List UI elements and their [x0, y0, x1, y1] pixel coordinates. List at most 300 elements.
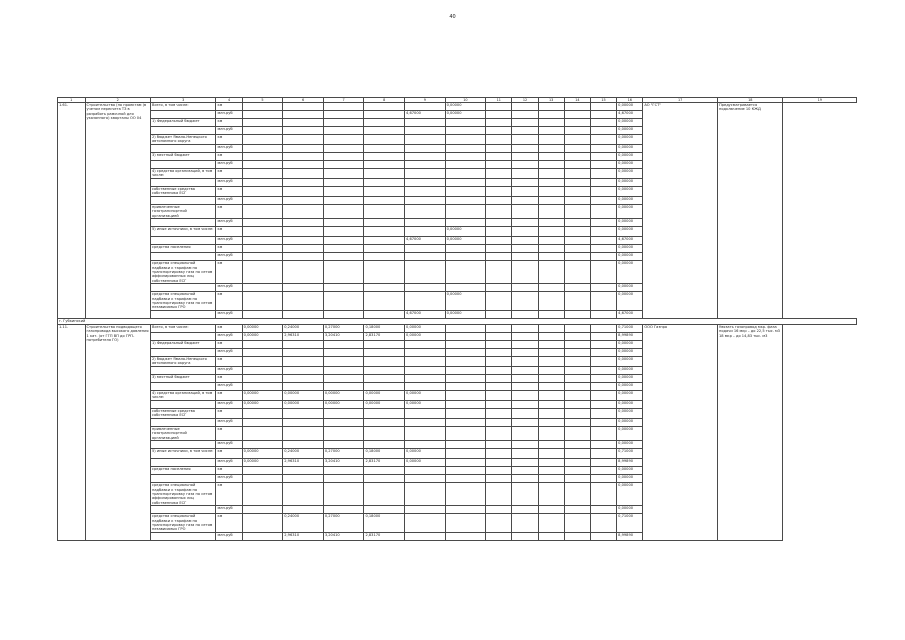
value-cell	[364, 374, 405, 382]
value-cell	[242, 382, 283, 390]
funding-source: 5) иные источники, в том числе:	[150, 449, 215, 459]
value-cell	[445, 390, 486, 400]
value-cell	[564, 253, 590, 261]
value-cell: 0,00000	[617, 103, 643, 111]
value-cell: 0,00000	[617, 253, 643, 261]
value-cell	[242, 475, 283, 483]
value-cell: 0,00000	[617, 441, 643, 449]
value-cell	[590, 237, 616, 245]
value-cell	[590, 426, 616, 440]
value-cell	[323, 467, 364, 475]
value-cell	[590, 400, 616, 408]
value-cell	[538, 187, 564, 197]
value-cell: 0,00000	[617, 382, 643, 390]
value-cell	[590, 475, 616, 483]
value-cell	[512, 197, 538, 205]
value-cell	[486, 400, 512, 408]
value-cell	[486, 449, 512, 459]
value-cell	[564, 284, 590, 292]
value-cell	[445, 205, 486, 219]
column-number: 4	[216, 98, 242, 103]
value-cell	[323, 179, 364, 187]
value-cell	[538, 284, 564, 292]
value-cell	[445, 284, 486, 292]
value-cell	[445, 324, 486, 332]
value-cell	[538, 197, 564, 205]
value-cell	[405, 506, 446, 514]
value-cell	[486, 382, 512, 390]
column-number: 14	[564, 98, 590, 103]
column-number: 8	[364, 98, 405, 103]
value-cell	[405, 103, 446, 111]
value-cell: 0,00000	[617, 374, 643, 382]
value-cell	[283, 127, 324, 135]
value-cell	[364, 310, 405, 318]
value-cell	[590, 356, 616, 366]
column-number: 6	[283, 98, 324, 103]
value-cell	[283, 310, 324, 318]
value-cell	[445, 197, 486, 205]
value-cell: 2,83170	[364, 532, 405, 540]
value-cell	[283, 475, 324, 483]
value-cell	[590, 153, 616, 161]
value-cell	[323, 366, 364, 374]
value-cell	[486, 408, 512, 418]
value-cell	[283, 179, 324, 187]
funding-source: привлеченные газотранспортной организацией	[150, 426, 215, 440]
value-cell	[486, 119, 512, 127]
value-cell	[590, 253, 616, 261]
value-cell	[564, 340, 590, 348]
value-cell	[242, 205, 283, 219]
value-cell	[405, 205, 446, 219]
value-cell	[590, 119, 616, 127]
value-cell	[590, 261, 616, 284]
value-cell	[512, 161, 538, 169]
value-cell	[486, 292, 512, 311]
value-cell	[564, 179, 590, 187]
value-cell	[445, 449, 486, 459]
funding-source	[150, 400, 215, 408]
value-cell	[405, 253, 446, 261]
project-id: 1.11.	[58, 324, 86, 540]
value-cell	[323, 205, 364, 219]
value-cell	[283, 348, 324, 356]
value-cell	[445, 467, 486, 475]
value-cell: 0,00000	[617, 145, 643, 153]
value-cell: 0,00000	[617, 127, 643, 135]
funding-source: Всего, в том числе:	[150, 324, 215, 332]
value-cell	[445, 483, 486, 506]
value-cell	[283, 205, 324, 219]
value-cell	[538, 205, 564, 219]
project-name: Строительство подводящего газопровода высокого давления 1 кат. (от ГГП ВП до ГРП-потребителя ГО)	[85, 324, 150, 540]
unit-cell: млн.руб	[216, 382, 242, 390]
value-cell	[364, 356, 405, 366]
value-cell	[564, 103, 590, 111]
value-cell	[538, 145, 564, 153]
value-cell	[538, 400, 564, 408]
value-cell: 0,71000	[617, 324, 643, 332]
value-cell	[405, 356, 446, 366]
value-cell	[242, 348, 283, 356]
value-cell	[538, 441, 564, 449]
value-cell: 0,00000	[617, 426, 643, 440]
value-cell	[323, 408, 364, 418]
value-cell	[283, 153, 324, 161]
value-cell	[323, 187, 364, 197]
project-name: Строительство (по проектам (в учетом пересчета ТЗ в разработь рамочной для указанного) кварталы ОО 04	[85, 103, 150, 319]
value-cell: 0,27000	[323, 324, 364, 332]
value-cell	[242, 103, 283, 111]
value-cell	[323, 253, 364, 261]
unit-cell: млн.руб	[216, 475, 242, 483]
value-cell: 4,67000	[405, 111, 446, 119]
value-cell	[405, 514, 446, 533]
value-cell	[486, 459, 512, 467]
value-cell	[405, 219, 446, 227]
unit-cell: млн.руб	[216, 366, 242, 374]
value-cell	[405, 161, 446, 169]
value-cell: 0,00000	[242, 459, 283, 467]
value-cell	[512, 514, 538, 533]
value-cell	[590, 103, 616, 111]
funding-source: средства специальной надбавки к тарифам на транспортировку газа по сетям независимых ГРО	[150, 292, 215, 311]
value-cell: 0,00000	[617, 161, 643, 169]
value-cell	[283, 441, 324, 449]
value-cell	[512, 284, 538, 292]
value-cell	[486, 145, 512, 153]
value-cell	[323, 197, 364, 205]
value-cell	[564, 245, 590, 253]
value-cell	[242, 179, 283, 187]
value-cell	[283, 245, 324, 253]
value-cell	[564, 382, 590, 390]
value-cell	[323, 261, 364, 284]
unit-cell: км	[216, 356, 242, 366]
value-cell	[364, 161, 405, 169]
value-cell	[590, 179, 616, 187]
value-cell	[486, 310, 512, 318]
value-cell	[283, 161, 324, 169]
value-cell	[364, 467, 405, 475]
value-cell	[538, 237, 564, 245]
column-number: 15	[590, 98, 616, 103]
value-cell	[364, 253, 405, 261]
funding-source: средства специальной надбавки к тарифам на транспортировку газа по сетям аффилированных лиц собственника ЕСГ	[150, 261, 215, 284]
value-cell	[323, 169, 364, 179]
funding-source: средства специальной надбавки к тарифам на транспортировку газа по сетям аффилированных лиц собственника ЕСГ	[150, 483, 215, 506]
value-cell	[283, 111, 324, 119]
funding-source	[150, 253, 215, 261]
value-cell	[590, 135, 616, 145]
unit-cell: км	[216, 135, 242, 145]
value-cell	[590, 459, 616, 467]
value-cell	[590, 145, 616, 153]
value-cell	[405, 292, 446, 311]
value-cell	[445, 441, 486, 449]
value-cell	[486, 426, 512, 440]
value-cell	[445, 187, 486, 197]
funding-source: 4) средства организаций, в том числе:	[150, 169, 215, 179]
value-cell: 0,00000	[617, 153, 643, 161]
funding-source: средства специальной надбавки к тарифам на транспортировку газа по сетям независимых ГРО	[150, 514, 215, 533]
funding-source	[150, 418, 215, 426]
value-cell	[242, 161, 283, 169]
column-number: 19	[783, 98, 857, 103]
value-cell	[512, 418, 538, 426]
value-cell	[323, 292, 364, 311]
value-cell	[564, 426, 590, 440]
value-cell	[445, 127, 486, 135]
value-cell	[538, 227, 564, 237]
value-cell: 0,00000	[242, 390, 283, 400]
value-cell	[445, 356, 486, 366]
value-cell	[405, 153, 446, 161]
value-cell	[512, 310, 538, 318]
value-cell	[364, 348, 405, 356]
value-cell	[283, 197, 324, 205]
value-cell: 2,96310	[283, 532, 324, 540]
value-cell	[323, 153, 364, 161]
value-cell	[512, 261, 538, 284]
value-cell: 0,00000	[617, 205, 643, 219]
value-cell	[564, 356, 590, 366]
value-cell	[564, 483, 590, 506]
value-cell	[283, 467, 324, 475]
value-cell	[486, 475, 512, 483]
unit-cell: км	[216, 467, 242, 475]
value-cell	[242, 119, 283, 127]
value-cell	[590, 514, 616, 533]
value-cell: 0,00000	[617, 408, 643, 418]
value-cell	[323, 145, 364, 153]
value-cell	[486, 506, 512, 514]
value-cell	[405, 145, 446, 153]
value-cell: 3,20410	[323, 532, 364, 540]
unit-cell: млн.руб	[216, 459, 242, 467]
value-cell	[242, 292, 283, 311]
value-cell	[590, 408, 616, 418]
value-cell	[564, 418, 590, 426]
value-cell	[283, 506, 324, 514]
funding-source	[150, 475, 215, 483]
unit-cell: км	[216, 483, 242, 506]
value-cell	[486, 135, 512, 145]
value-cell	[590, 418, 616, 426]
value-cell	[590, 449, 616, 459]
value-cell	[364, 197, 405, 205]
value-cell	[512, 253, 538, 261]
value-cell	[405, 119, 446, 127]
value-cell	[242, 261, 283, 284]
value-cell	[283, 237, 324, 245]
value-cell	[242, 253, 283, 261]
value-cell	[512, 467, 538, 475]
value-cell	[323, 135, 364, 145]
value-cell: 0,18000	[364, 324, 405, 332]
unit-cell: млн.руб	[216, 506, 242, 514]
value-cell	[564, 119, 590, 127]
value-cell	[242, 135, 283, 145]
value-cell: 0,00000	[405, 332, 446, 340]
value-cell: 0,00000	[617, 390, 643, 400]
value-cell	[445, 179, 486, 187]
funding-source: 5) иные источники, в том числе:	[150, 227, 215, 237]
value-cell	[590, 532, 616, 540]
value-cell	[323, 103, 364, 111]
value-cell	[538, 382, 564, 390]
value-cell	[283, 292, 324, 311]
value-cell	[538, 310, 564, 318]
value-cell	[242, 111, 283, 119]
value-cell	[283, 169, 324, 179]
funding-source	[150, 310, 215, 318]
funding-source	[150, 145, 215, 153]
value-cell	[590, 348, 616, 356]
funding-source	[150, 284, 215, 292]
value-cell	[405, 340, 446, 348]
unit-cell: млн.руб	[216, 284, 242, 292]
value-cell	[364, 475, 405, 483]
column-number: 11	[486, 98, 512, 103]
value-cell: 0,00000	[617, 197, 643, 205]
value-cell: 0,71000	[617, 449, 643, 459]
funding-source	[150, 161, 215, 169]
value-cell	[590, 161, 616, 169]
value-cell	[283, 261, 324, 284]
value-cell	[512, 237, 538, 245]
value-cell	[242, 145, 283, 153]
value-cell: 0,00000	[445, 103, 486, 111]
value-cell: 0,00000	[445, 227, 486, 237]
value-cell	[564, 374, 590, 382]
value-cell: 4,67000	[617, 111, 643, 119]
value-cell	[486, 324, 512, 332]
value-cell	[538, 426, 564, 440]
value-cell	[445, 332, 486, 340]
value-cell	[512, 449, 538, 459]
value-cell	[590, 467, 616, 475]
unit-cell: млн.руб	[216, 253, 242, 261]
value-cell	[405, 261, 446, 284]
value-cell: 0,00000	[617, 356, 643, 366]
funding-source: собственные средства собственника ЕСГ	[150, 408, 215, 418]
value-cell	[445, 135, 486, 145]
funding-source	[150, 506, 215, 514]
value-cell	[242, 483, 283, 506]
unit-cell: млн.руб	[216, 400, 242, 408]
value-cell	[538, 179, 564, 187]
unit-cell: км	[216, 119, 242, 127]
value-cell	[486, 179, 512, 187]
value-cell	[486, 237, 512, 245]
value-cell	[486, 374, 512, 382]
value-cell	[405, 475, 446, 483]
unit-cell: км	[216, 261, 242, 284]
value-cell	[323, 348, 364, 356]
unit-cell: км	[216, 324, 242, 332]
value-cell	[512, 127, 538, 135]
value-cell	[564, 310, 590, 318]
value-cell	[445, 459, 486, 467]
value-cell	[323, 382, 364, 390]
value-cell	[323, 127, 364, 135]
value-cell: 0,24000	[283, 449, 324, 459]
value-cell	[405, 374, 446, 382]
value-cell	[564, 514, 590, 533]
funding-source	[150, 348, 215, 356]
value-cell	[564, 161, 590, 169]
value-cell	[445, 408, 486, 418]
value-cell	[405, 467, 446, 475]
value-cell	[590, 390, 616, 400]
funding-source	[150, 459, 215, 467]
unit-cell: км	[216, 103, 242, 111]
value-cell	[486, 514, 512, 533]
value-cell: 0,18000	[364, 449, 405, 459]
value-cell	[564, 292, 590, 311]
unit-cell: млн.руб	[216, 179, 242, 187]
value-cell	[538, 245, 564, 253]
value-cell	[323, 506, 364, 514]
value-cell	[364, 292, 405, 311]
value-cell	[323, 483, 364, 506]
unit-cell: км	[216, 153, 242, 161]
unit-cell: км	[216, 374, 242, 382]
value-cell	[538, 103, 564, 111]
value-cell	[364, 261, 405, 284]
funding-source: 3) местный бюджет	[150, 374, 215, 382]
value-cell	[445, 261, 486, 284]
value-cell	[590, 284, 616, 292]
unit-cell: млн.руб	[216, 197, 242, 205]
value-cell	[590, 111, 616, 119]
value-cell	[364, 187, 405, 197]
value-cell	[538, 366, 564, 374]
funding-source: Всего, в том числе:	[150, 103, 215, 111]
value-cell	[242, 237, 283, 245]
value-cell	[405, 418, 446, 426]
value-cell: 3,20410	[323, 459, 364, 467]
value-cell	[405, 348, 446, 356]
value-cell	[364, 127, 405, 135]
value-cell	[538, 348, 564, 356]
value-cell	[283, 340, 324, 348]
funding-source: собственные средства собственника ЕСГ	[150, 187, 215, 197]
value-cell	[242, 169, 283, 179]
value-cell	[538, 506, 564, 514]
value-cell	[538, 161, 564, 169]
value-cell: 0,00000	[617, 506, 643, 514]
value-cell	[486, 348, 512, 356]
value-cell	[512, 532, 538, 540]
value-cell	[512, 245, 538, 253]
executor-cell: ООО Газпро	[643, 324, 718, 540]
value-cell	[590, 332, 616, 340]
value-cell	[538, 324, 564, 332]
unit-cell: км	[216, 426, 242, 440]
value-cell	[486, 161, 512, 169]
value-cell: 0,00000	[617, 418, 643, 426]
value-cell	[590, 382, 616, 390]
value-cell	[486, 245, 512, 253]
value-cell	[564, 261, 590, 284]
value-cell	[445, 506, 486, 514]
value-cell: 0,00000	[617, 135, 643, 145]
value-cell	[486, 418, 512, 426]
value-cell	[538, 127, 564, 135]
